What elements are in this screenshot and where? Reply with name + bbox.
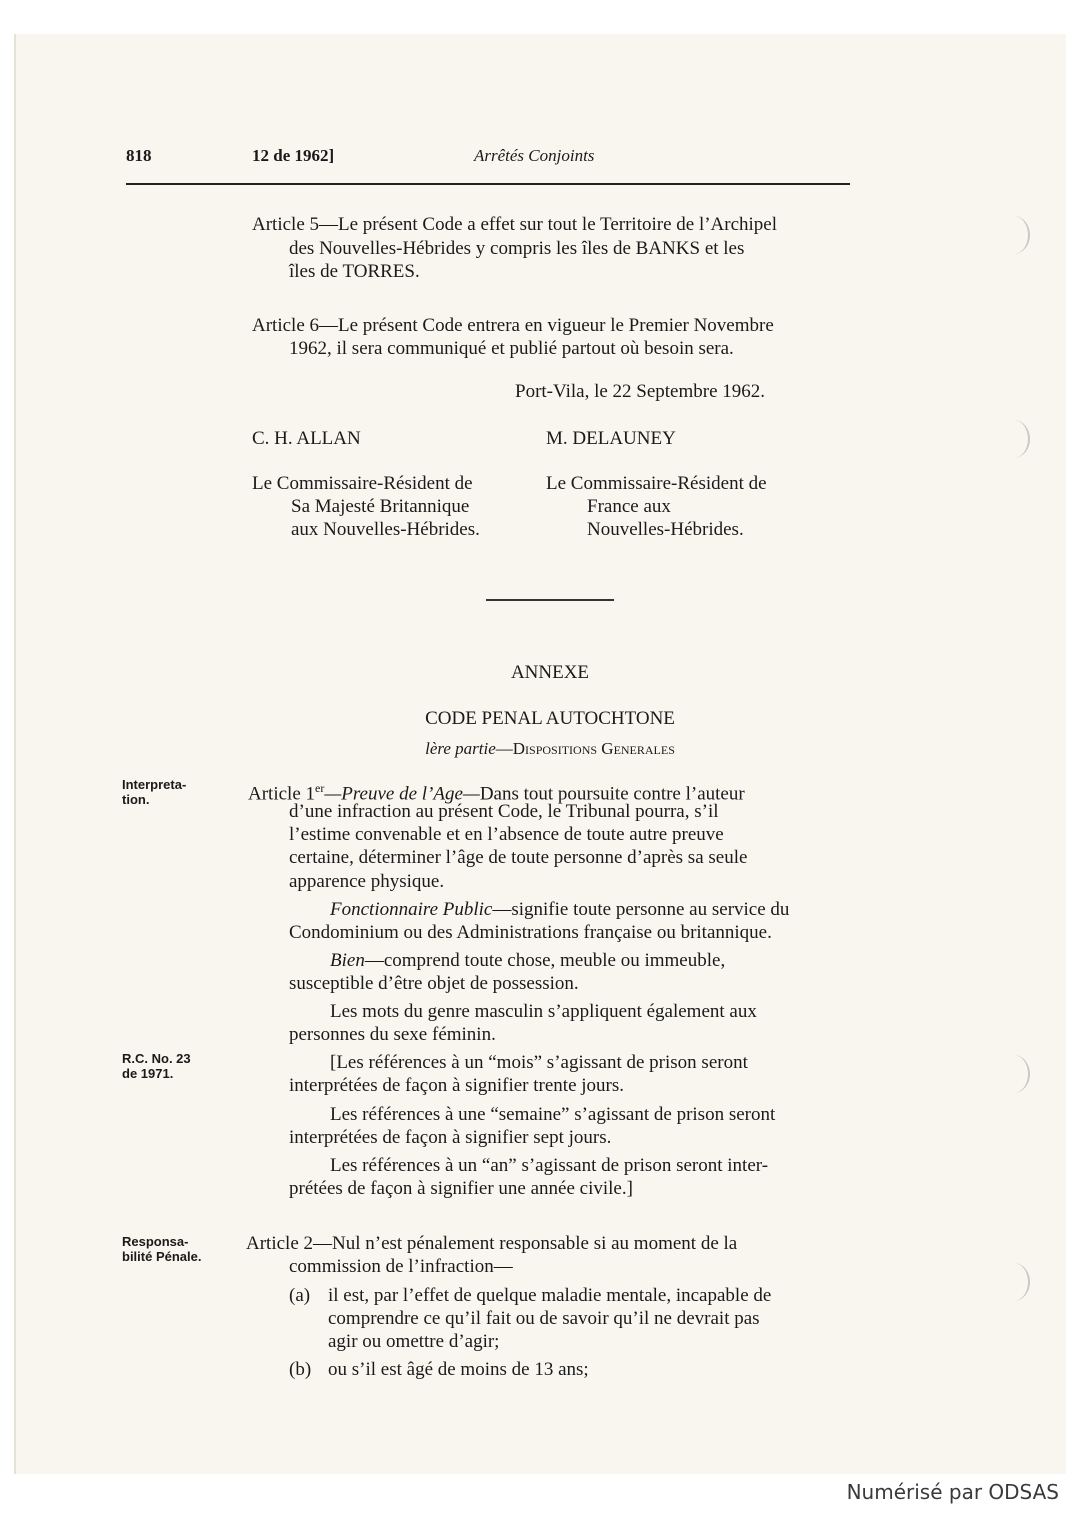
definition-an-line2: prétées de façon à signifier une année civile.] — [289, 1178, 633, 1199]
article1-line1-rest: Dans tout poursuite contre l’auteur — [479, 783, 745, 805]
punch-hole-mark — [998, 1055, 1030, 1093]
article2-a-line1: il est, par l’effet de quelque maladie mentale, incapable de — [328, 1285, 772, 1306]
signatory-french-line3: Nouvelles-Hébrides. — [587, 519, 744, 540]
signatory-french-name: M. DELAUNEY — [546, 428, 676, 449]
header-year: 12 de 1962] — [252, 146, 335, 165]
definition-bien-line2: susceptible d’être objet de possession. — [289, 973, 579, 994]
article2-line1: Article 2—Nul n’est pénalement responsable si au moment de la — [246, 1233, 738, 1254]
margin-note-line: Interpreta- — [122, 777, 187, 792]
article1-line5: apparence physique. — [289, 871, 445, 892]
margin-note-line: Responsa- — [122, 1234, 189, 1249]
definition-genre-line2: personnes du sexe féminin. — [289, 1024, 496, 1045]
article2-a-line2: comprendre ce qu’il fait ou de savoir qu’il ne devrait pas — [328, 1308, 760, 1329]
margin-note-line: R.C. No. 23 — [122, 1051, 191, 1066]
article5-line3: îles de TORRES. — [289, 261, 420, 282]
article5-line2: des Nouvelles-Hébrides y compris les îles de BANKS et les — [289, 238, 745, 259]
article2-a-label: (a) — [289, 1285, 311, 1306]
definition-mois-line2: interprétées de façon à signifier trente jours. — [289, 1075, 624, 1096]
article2-a-line3: agir ou omettre d’agir; — [328, 1331, 500, 1352]
definition-bien-text: —comprend toute chose, meuble ou immeuble, — [364, 950, 726, 971]
definition-bien-line1 — [330, 949, 725, 973]
definition-fonctionnaire-line1 — [330, 898, 789, 922]
signatory-british-line1: Le Commissaire-Résident de — [252, 473, 473, 494]
signatory-british-line2: Sa Majesté Britannique — [291, 496, 470, 517]
article2-line2: commission de l’infraction— — [289, 1256, 513, 1277]
digitization-credit: Numérisé par ODSAS — [846, 1480, 1059, 1504]
margin-note-interpretation — [122, 777, 186, 807]
article6-line1: Article 6—Le présent Code entrera en vigueur le Premier Novembre — [252, 315, 774, 336]
definition-fonctionnaire-line2: Condominium ou des Administrations française ou britannique. — [289, 922, 772, 943]
part-heading — [300, 737, 800, 761]
signatory-french-line2: France aux — [587, 496, 671, 517]
article2-b-label: (b) — [289, 1359, 312, 1380]
article1-sup: er — [315, 781, 325, 795]
article6-line2: 1962, il sera communiqué et publié partout où besoin sera. — [289, 338, 734, 359]
margin-note-rc — [122, 1051, 191, 1081]
definition-fonctionnaire-text: —signifie toute personne au service du — [492, 899, 790, 920]
article2-b-line1: ou s’il est âgé de moins de 13 ans; — [328, 1359, 589, 1380]
margin-note-line: bilité Pénale. — [122, 1249, 202, 1264]
definition-bien-term: Bien — [330, 950, 365, 971]
header-rule — [126, 183, 850, 185]
part-heading-rest: —Dispositions Generales — [495, 739, 675, 758]
definition-semaine-line2: interprétées de façon à signifier sept jours. — [289, 1127, 612, 1148]
annexe-heading: ANNEXE — [510, 662, 590, 683]
margin-note-line: de 1971. — [122, 1066, 174, 1081]
definition-fonctionnaire-term: Fonctionnaire Public — [330, 899, 493, 920]
place-date: Port-Vila, le 22 Septembre 1962. — [515, 381, 766, 402]
section-divider — [486, 599, 614, 601]
signatory-french-line1: Le Commissaire-Résident de — [546, 473, 767, 494]
article1-lead: Article 1 — [248, 783, 316, 805]
article1-line4: certaine, déterminer l’âge de toute personne d’après sa seule — [289, 847, 748, 868]
article1-line3: l’estime convenable et en l’absence de toute autre preuve — [289, 824, 724, 845]
punch-hole-mark — [998, 216, 1030, 254]
code-title: CODE PENAL AUTOCHTONE — [425, 708, 675, 729]
definition-semaine-line1: Les références à une “semaine” s’agissant de prison seront — [330, 1104, 776, 1125]
article5-line1: Article 5—Le présent Code a effet sur tout le Territoire de l’Archipel — [252, 214, 778, 235]
signatory-british-name: C. H. ALLAN — [252, 428, 361, 449]
punch-hole-mark — [998, 420, 1030, 458]
header-title: Arrêtés Conjoints — [474, 146, 595, 165]
definition-an-line1: Les références à un “an” s’agissant de prison seront inter- — [330, 1155, 769, 1176]
article1-title: —Preuve de l’Age— — [324, 783, 480, 805]
part-heading-italic: lère partie — [425, 739, 496, 758]
margin-note-responsabilite — [122, 1234, 201, 1264]
definition-mois-line1: [Les références à un “mois” s’agissant de prison seront — [330, 1052, 748, 1073]
margin-note-line: tion. — [122, 792, 150, 807]
definition-genre-line1: Les mots du genre masculin s’appliquent également aux — [330, 1001, 757, 1022]
article1-line2: d’une infraction au présent Code, le Tribunal pourra, s’il — [289, 801, 719, 822]
punch-hole-mark — [998, 1263, 1030, 1301]
signatory-british-line3: aux Nouvelles-Hébrides. — [291, 519, 480, 540]
page-number: 818 — [126, 146, 152, 165]
